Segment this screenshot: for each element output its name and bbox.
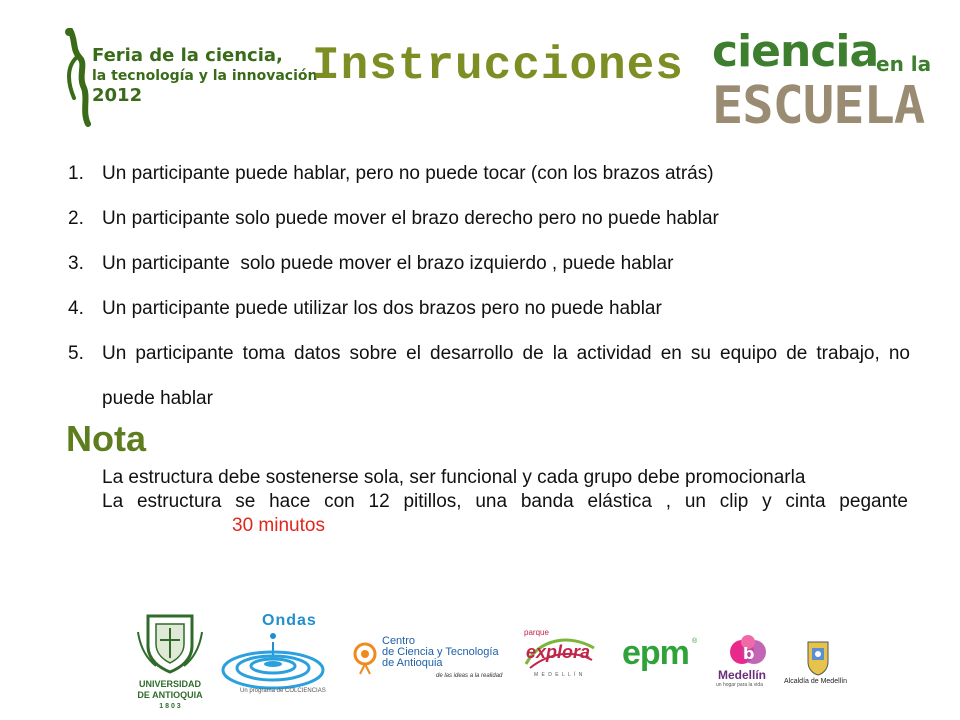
udea-line1: UNIVERSIDAD — [138, 679, 201, 689]
explora-bottom: M E D E L L Í N — [534, 672, 584, 678]
list-item-text: Un participante puede hablar, pero no puede tocar (con los brazos atrás) — [102, 163, 714, 184]
registered-icon: ® — [692, 638, 698, 645]
list-item — [68, 162, 910, 186]
medellin-name: Medellín — [718, 668, 767, 682]
list-item-number: 2. — [68, 208, 84, 229]
list-item-number: 5. — [68, 343, 84, 364]
centro-logo — [350, 636, 510, 682]
list-item-text: Un participante solo puede mover el brazo derecho pero no puede hablar — [102, 208, 719, 229]
nota-body — [102, 466, 908, 538]
nota-paragraph-2 — [102, 490, 908, 538]
page-title: Instrucciones — [312, 40, 684, 92]
list-item-text: Un participante toma datos sobre el desarrollo de la actividad en su equipo de trabajo, no puede hablar — [102, 343, 910, 409]
epm-logo — [622, 634, 702, 674]
explora-top: parque — [524, 628, 549, 637]
feria-line1: Feria de la ciencia, — [92, 45, 283, 66]
list-item — [68, 297, 910, 321]
alcaldia-name: Alcaldía de Medellín — [784, 678, 848, 685]
alcaldia-shield-icon — [806, 640, 830, 676]
centro-figure-icon — [350, 640, 380, 676]
explora-logo — [520, 626, 600, 686]
instructions-list — [68, 162, 910, 442]
list-item-text: Un participante puede utilizar los dos brazos pero no puede hablar — [102, 298, 662, 319]
list-item-number: 4. — [68, 298, 84, 319]
ondas-tagline: Un programa de COLCIENCIAS — [240, 688, 326, 694]
list-item — [68, 331, 910, 421]
epm-name: epm — [622, 634, 689, 672]
list-item-number: 1. — [68, 163, 84, 184]
feria-logo-text — [92, 46, 317, 106]
ondas-logo — [218, 606, 328, 704]
svg-text:b: b — [743, 644, 755, 663]
nota-paragraph-2-text: La estructura se hace con 12 pitillos, una banda elástica , un clip y cinta pegante — [102, 491, 908, 512]
list-item — [68, 207, 910, 231]
escuela-logo-word: ESCUELA — [712, 76, 925, 136]
udea-logo — [130, 612, 210, 708]
udea-line2: DE ANTIOQUIA — [137, 690, 203, 700]
centro-line1: Centro — [382, 635, 416, 647]
nota-paragraph-1: La estructura debe sostenerse sola, ser funcional y cada grupo debe promocionarla — [102, 467, 806, 488]
udea-seal-icon — [130, 612, 210, 674]
centro-tagline: de las ideas a la realidad — [436, 673, 503, 679]
time-limit: 30 minutos — [232, 515, 325, 536]
feria-line2: la tecnología y la innovación — [92, 68, 318, 84]
list-item-text: Un participante solo puede mover el brazo izquierdo , puede hablar — [102, 253, 674, 274]
ondas-name: Ondas — [262, 612, 317, 629]
centro-line2: de Ciencia y Tecnología — [382, 646, 499, 658]
feria-year: 2012 — [92, 85, 143, 106]
explora-name: explora — [526, 642, 591, 662]
udea-line3: 1 8 0 3 — [159, 703, 181, 710]
nota-heading: Nota — [66, 418, 146, 459]
list-item-number: 3. — [68, 253, 84, 274]
ciencia-logo-small: en la — [876, 52, 932, 76]
list-item — [68, 252, 910, 276]
medellin-logo — [716, 634, 780, 690]
medellin-b-icon — [728, 634, 768, 668]
medellin-tagline: un hogar para la vida — [716, 682, 763, 688]
ciencia-logo-word: ciencia — [712, 26, 879, 77]
centro-line3: de Antioquia — [382, 657, 443, 669]
alcaldia-logo — [784, 640, 850, 690]
